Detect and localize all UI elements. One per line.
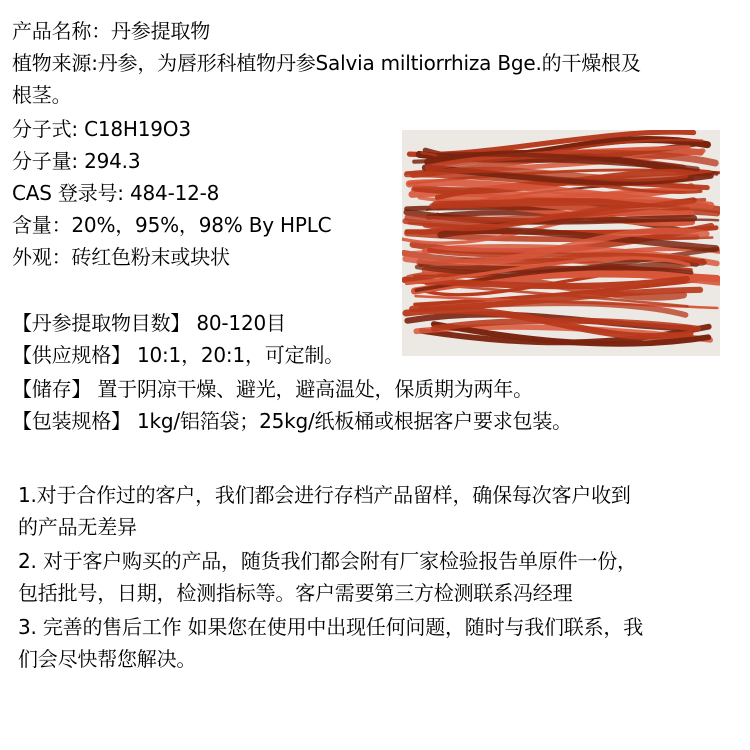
content-spec: 含量：20%，95%，98% By HPLC (12, 213, 332, 237)
cas-number: CAS 登录号: 484-12-8 (12, 181, 220, 205)
note-3-line-2: 们会尽快帮您解决。 (18, 647, 197, 671)
product-name: 产品名称：丹参提取物 (12, 19, 210, 43)
packing-spec: 【包装规格】 1kg/铝箔袋；25kg/纸板桶或根据客户要求包装。 (12, 409, 572, 433)
storage-spec: 【储存】 置于阴凉干燥、避光，避高温处，保质期为两年。 (12, 377, 533, 401)
plant-source-line-1: 植物来源:丹参，为唇形科植物丹参Salvia miltiorrhiza Bge.的干燥根及 (12, 51, 641, 75)
note-3-line-1: 3. 完善的售后工作 如果您在使用中出现任何问题，随时与我们联系，我 (18, 615, 643, 639)
molecular-formula: 分子式: C18H19O3 (12, 117, 191, 141)
note-1-line-2: 的产品无差异 (18, 515, 137, 539)
mesh-spec: 【丹参提取物目数】 80-120目 (12, 311, 286, 335)
plant-source-line-2: 根茎。 (12, 83, 72, 107)
salvia-root-photo (402, 130, 720, 356)
supply-spec: 【供应规格】 10:1，20:1，可定制。 (12, 343, 344, 367)
note-2-line-1: 2. 对于客户购买的产品，随货我们都会附有厂家检验报告单原件一份， (18, 549, 637, 573)
root-illustration (402, 130, 720, 356)
molecular-weight: 分子量: 294.3 (12, 149, 141, 173)
appearance-spec: 外观：砖红色粉末或块状 (12, 245, 230, 269)
note-1-line-1: 1.对于合作过的客户，我们都会进行存档产品留样，确保每次客户收到 (18, 483, 631, 507)
note-2-line-2: 包括批号，日期，检测指标等。客户需要第三方检测联系冯经理 (18, 581, 573, 605)
